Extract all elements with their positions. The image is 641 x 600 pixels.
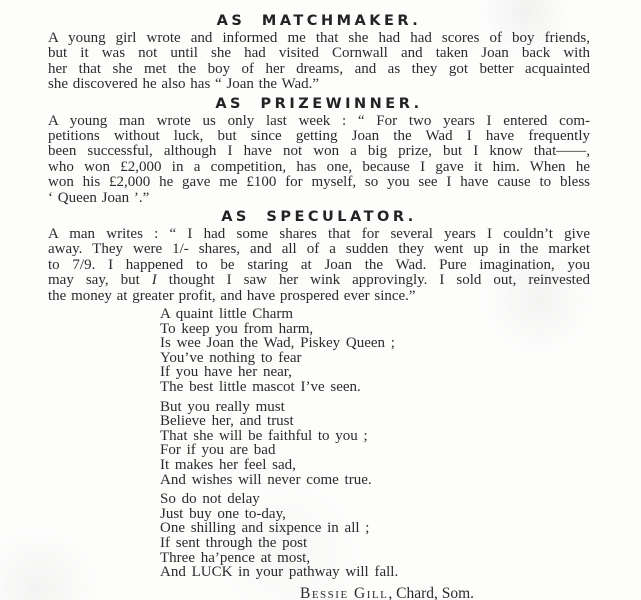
poem-line: So do not delay [160,491,260,508]
poem-line: But you really must [160,398,285,415]
poem-line: One shilling and sixpence in all ; [160,520,370,537]
poem-line: To keep you from harm, [160,320,314,337]
poem-line: And LUCK in your pathway will fall. [160,564,399,581]
text-line: away. They were 1/- shares, and all of a sudden they went up in the market [48,241,590,258]
testimonial-sections [48,13,590,304]
poem-line: Is wee Joan the Wad, Piskey Queen ; [160,335,395,352]
section-paragraph-1 [48,114,590,206]
poem-line: The best little mascot I’ve seen. [160,379,361,396]
section-paragraph-2 [48,227,590,304]
section-heading-1: AS PRIZEWINNER. [215,95,423,112]
text-line: ‘ Queen Joan ’.” [48,189,150,206]
signature [300,585,590,600]
poem [160,307,590,580]
text-line: but it was not until she had visited Cornwall and taken Joan back with [48,45,590,62]
poem-line: For if you are bad [160,442,276,459]
signature-place: , Chard, Som. [388,584,475,600]
poem-stanza-2 [160,492,590,580]
text-line: A young man wrote us only last week : “ For two years I entered com- [48,112,590,129]
text-line: her that she met the boy of her dreams, and as they got better acquainted [48,60,590,77]
poem-line: That she will be faithful to you ; [160,427,368,444]
poem-line: Believe her, and trust [160,413,294,430]
poem-line: You’ve nothing to fear [160,349,302,366]
text-line: who won £2,000 in a competition, has one, because I gave it him. When he [48,158,590,175]
section-heading-2: AS SPECULATOR. [221,209,417,226]
poem-line: And wishes will never come true. [160,471,372,488]
poem-stanza-0 [160,307,590,395]
poem-line: Three ha’pence at most, [160,549,311,566]
text-line: to 7/9. I happened to be staring at Joan the Wad. Pure imagination, you [48,256,590,273]
poem-line: A quaint little Charm [160,306,294,323]
text-line: petitions without luck, but since getting Joan the Wad I have frequently [48,128,590,145]
text-line: A young girl wrote and informed me that she had had scores of boy friends, [48,30,590,46]
text-line: A man writes : “ I had some shares that for several years I couldn’t give [48,226,590,243]
poem-stanza-1 [160,400,590,488]
section-heading-0: AS MATCHMAKER. [216,13,422,29]
text-line: may say, but I thought I saw her wink approvingly. I sold out, reinvested [48,272,591,289]
text-line: won his £2,000 he gave me £100 for myself, so you see I have cause to bless [48,174,590,191]
text-line: the money at greater profit, and have prospered ever since.” [48,287,416,304]
text-line: she discovered he also has “ Joan the Wad.” [48,76,320,93]
poem-line: It makes her feel sad, [160,457,296,474]
poem-line: If you have her near, [160,364,292,381]
signature-name: Bessie Gill [300,584,389,600]
poem-line: Just buy one to-day, [160,505,286,522]
text-line: been successful, although I have not won a big prize, but I know that——, [48,143,590,160]
section-paragraph-0 [48,31,590,93]
poem-line: If sent through the post [160,535,308,551]
